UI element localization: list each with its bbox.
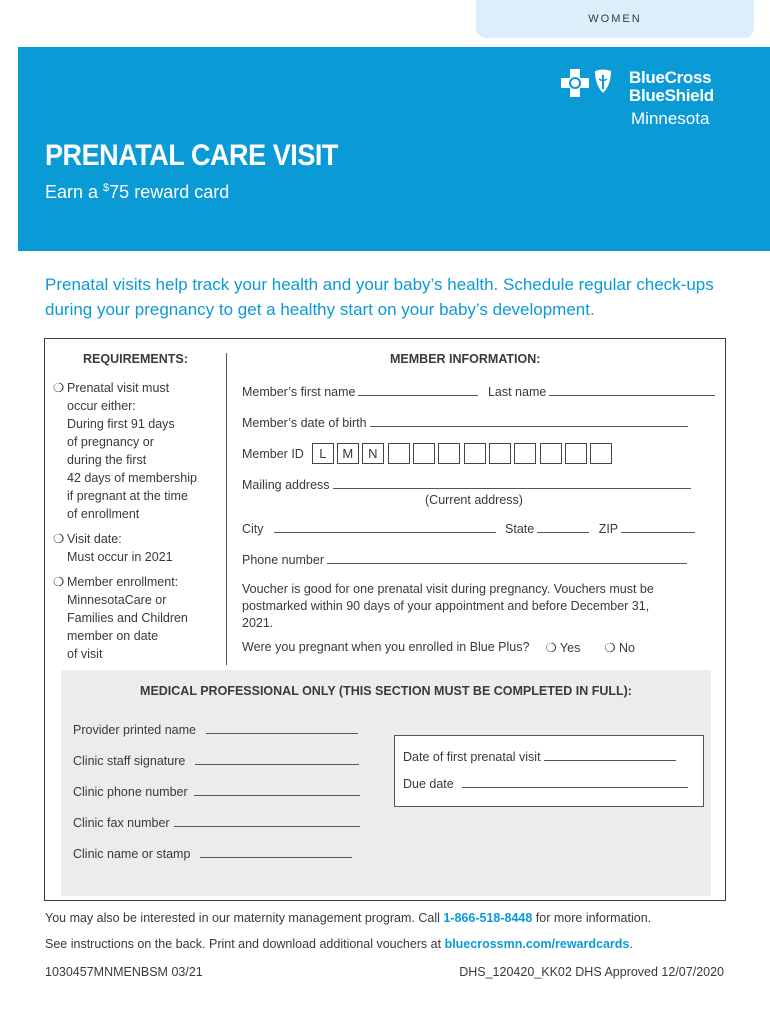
women-tab-label: WOMEN	[588, 13, 642, 25]
id-box[interactable]	[413, 443, 435, 464]
footer-text: You may also be interested in our maternity management program. Call	[45, 911, 444, 925]
phone-label: Phone number	[242, 553, 325, 567]
no-label: No	[619, 641, 636, 655]
due-date-field[interactable]	[462, 777, 688, 788]
id-box: N	[362, 443, 384, 464]
clinic-phone-field[interactable]	[194, 785, 360, 796]
member-id-boxes	[312, 443, 616, 464]
bullet-icon: ❍	[53, 575, 65, 589]
footer-text: See instructions on the back. Print and download additional vouchers at	[45, 937, 445, 951]
radio-icon: ❍	[604, 641, 616, 655]
logo-line2: BlueShield	[629, 86, 714, 105]
first-name-field[interactable]	[358, 385, 478, 396]
city-row	[242, 522, 695, 536]
list-item	[53, 530, 223, 566]
column-divider	[226, 353, 227, 665]
requirements-heading: REQUIREMENTS:	[83, 352, 188, 366]
bullet-icon: ❍	[53, 532, 65, 546]
zip-label: ZIP	[598, 522, 619, 536]
logo-region: Minnesota	[631, 109, 710, 128]
bcbs-logo	[561, 67, 726, 132]
page-subtitle	[45, 182, 229, 203]
first-name-label: Member’s first name	[242, 385, 356, 399]
intro-text: Prenatal visits help track your health and your baby’s health. Schedule regular check-ups during your pregnancy to get a healthy start on your baby’s development.	[45, 275, 714, 319]
city-field[interactable]	[274, 522, 496, 533]
logo-wordmark	[629, 69, 714, 105]
yes-option[interactable]	[545, 640, 580, 655]
maternity-note	[45, 911, 651, 925]
id-box[interactable]	[489, 443, 511, 464]
signature-row	[73, 754, 359, 768]
dob-field[interactable]	[370, 416, 688, 427]
zip-field[interactable]	[621, 522, 695, 533]
signature-label: Clinic staff signature	[73, 754, 186, 768]
name-row	[242, 385, 715, 399]
stamp-field[interactable]	[200, 847, 352, 858]
id-box[interactable]	[514, 443, 536, 464]
id-box[interactable]	[565, 443, 587, 464]
footer-text: for more information.	[532, 911, 652, 925]
city-label: City	[242, 522, 264, 536]
dob-label: Member’s date of birth	[242, 416, 367, 430]
radio-icon: ❍	[545, 641, 557, 655]
member-info-heading: MEMBER INFORMATION:	[390, 352, 541, 366]
pregnant-question-label: Were you pregnant when you enrolled in Blue Plus?	[242, 640, 530, 654]
clinic-phone-label: Clinic phone number	[73, 785, 188, 799]
no-option[interactable]	[604, 640, 635, 655]
provider-label: Provider printed name	[73, 723, 196, 737]
cross-shield-icon	[561, 69, 627, 105]
id-box[interactable]	[540, 443, 562, 464]
subtitle-post: 75 reward card	[109, 182, 230, 202]
medical-heading: MEDICAL PROFESSIONAL ONLY (THIS SECTION MUST BE COMPLETED IN FULL):	[140, 684, 632, 698]
current-address-note: (Current address)	[425, 493, 523, 507]
due-date-label: Due date	[403, 777, 454, 791]
yes-label: Yes	[559, 641, 581, 655]
due-date-row	[403, 777, 688, 791]
page-title: PRENATAL CARE VISIT	[45, 139, 338, 172]
mailing-field[interactable]	[333, 478, 691, 489]
first-visit-label: Date of first prenatal visit	[403, 750, 541, 764]
stamp-row	[73, 847, 352, 861]
subtitle-pre: Earn a	[45, 182, 104, 202]
phone-row	[242, 553, 687, 567]
first-visit-row	[403, 750, 676, 764]
requirement-text: Prenatal visit must occur either: During first 91 days of pregnancy or during the first 42 days of membership if pregnant at the time of enrollment	[67, 381, 197, 521]
mailing-label: Mailing address	[242, 478, 330, 492]
subtitle-currency: $	[103, 182, 110, 194]
list-item	[53, 573, 223, 663]
phone-link[interactable]: 1-866-518-8448	[443, 911, 533, 925]
requirement-text: Member enrollment: MinnesotaCare or Families and Children member on date of visit	[67, 575, 188, 661]
id-box[interactable]	[438, 443, 460, 464]
provider-field[interactable]	[206, 723, 358, 734]
requirement-text: Visit date: Must occur in 2021	[67, 532, 173, 564]
dob-row	[242, 416, 688, 430]
last-name-label: Last name	[487, 385, 547, 399]
list-item	[53, 379, 223, 523]
member-id-row	[242, 443, 616, 464]
pregnant-question	[242, 640, 672, 655]
fax-row	[73, 816, 360, 830]
id-box: L	[312, 443, 334, 464]
first-visit-field[interactable]	[544, 750, 676, 761]
state-label: State	[505, 522, 535, 536]
form-code: 1030457MNMENBSM 03/21	[45, 965, 203, 979]
voucher-note: Voucher is good for one prenatal visit during pregnancy. Vouchers must be postmarked within 90 days of your appointment and before December 31, 2021.	[242, 582, 654, 630]
fax-label: Clinic fax number	[73, 816, 170, 830]
mailing-row	[242, 478, 691, 492]
header-banner	[18, 47, 770, 251]
requirements-list	[53, 379, 223, 670]
visit-dates-box	[394, 735, 704, 807]
instructions-note	[45, 937, 633, 951]
member-id-label: Member ID	[242, 446, 304, 461]
signature-field[interactable]	[195, 754, 359, 765]
id-box[interactable]	[590, 443, 612, 464]
voucher-form	[44, 338, 726, 901]
state-field[interactable]	[537, 522, 589, 533]
id-box[interactable]	[464, 443, 486, 464]
medical-section	[61, 670, 711, 896]
footer-text: .	[629, 937, 633, 951]
approval-code: DHS_120420_KK02 DHS Approved 12/07/2020	[459, 965, 724, 979]
women-tab	[476, 0, 754, 38]
fax-field[interactable]	[174, 816, 360, 827]
bullet-icon: ❍	[53, 381, 65, 395]
clinic-phone-row	[73, 785, 360, 799]
last-name-field[interactable]	[549, 385, 715, 396]
stamp-label: Clinic name or stamp	[73, 847, 191, 861]
logo-line1: BlueCross	[629, 68, 712, 87]
id-box[interactable]	[388, 443, 410, 464]
rewards-link[interactable]: bluecrossmn.com/rewardcards	[444, 937, 630, 951]
phone-field[interactable]	[327, 553, 687, 564]
id-box: M	[337, 443, 359, 464]
provider-row	[73, 723, 358, 737]
